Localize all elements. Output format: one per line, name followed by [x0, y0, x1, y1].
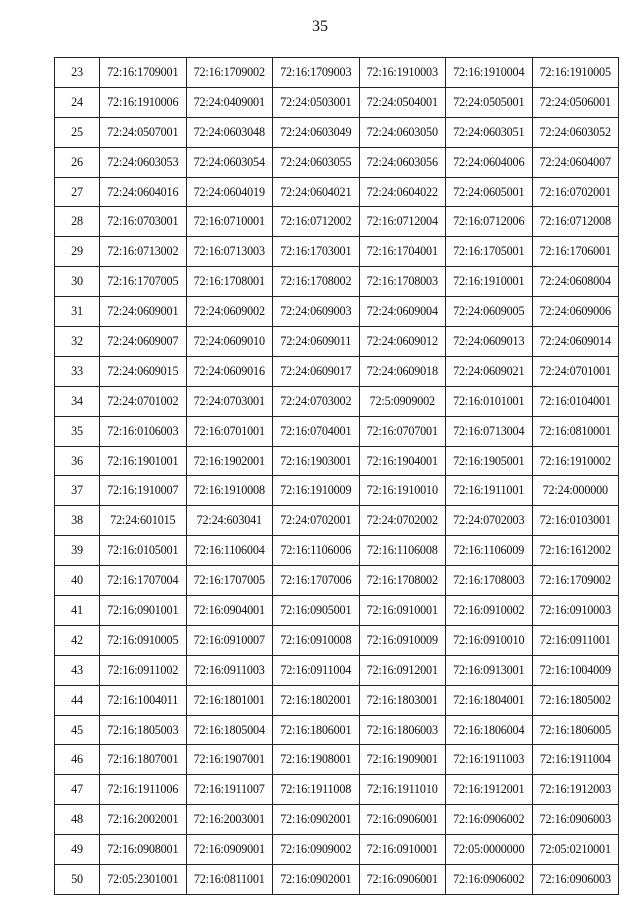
- cadastral-code-cell: 72:16:0910001: [359, 835, 446, 865]
- table-row: [55, 356, 619, 386]
- cadastral-code-cell: 72:24:0604006: [446, 147, 533, 177]
- cadastral-code-cell: 72:16:0902001: [273, 805, 360, 835]
- cadastral-code-cell: 72:16:1708002: [273, 267, 360, 297]
- cadastral-code-cell: 72:16:0912001: [359, 655, 446, 685]
- cadastral-code-cell: 72:16:0906003: [532, 865, 619, 895]
- row-number-cell: 30: [55, 267, 100, 297]
- cadastral-code-cell: 72:24:0609011: [273, 327, 360, 357]
- cadastral-code-cell: 72:16:0713002: [100, 237, 187, 267]
- table-row: [55, 715, 619, 745]
- cadastral-code-cell: 72:16:0712008: [532, 207, 619, 237]
- cadastral-code-cell: 72:16:0702001: [532, 177, 619, 207]
- cadastral-code-cell: 72:24:0702002: [359, 506, 446, 536]
- cadastral-code-cell: 72:16:1912003: [532, 775, 619, 805]
- cadastral-code-cell: 72:16:1910001: [446, 267, 533, 297]
- table-row: [55, 267, 619, 297]
- cadastral-code-cell: 72:24:0608004: [532, 267, 619, 297]
- cadastral-code-cell: 72:16:0101001: [446, 386, 533, 416]
- cadastral-code-cell: 72:24:0603048: [186, 117, 273, 147]
- cadastral-code-cell: 72:16:1612002: [532, 536, 619, 566]
- cadastral-code-cell: 72:16:1806005: [532, 715, 619, 745]
- cadastral-code-cell: 72:16:0909001: [186, 835, 273, 865]
- cadastral-code-cell: 72:16:1807001: [100, 745, 187, 775]
- cadastral-code-cell: 72:16:1708003: [359, 267, 446, 297]
- cadastral-code-cell: 72:24:0703002: [273, 386, 360, 416]
- cadastral-code-cell: 72:24:603041: [186, 506, 273, 536]
- cadastral-code-cell: 72:16:1709002: [532, 566, 619, 596]
- cadastral-code-cell: 72:16:1707005: [100, 267, 187, 297]
- table-row: [55, 237, 619, 267]
- cadastral-code-cell: 72:24:0506001: [532, 87, 619, 117]
- page-number: 35: [312, 18, 328, 35]
- cadastral-code-cell: 72:16:0103001: [532, 506, 619, 536]
- cadastral-code-cell: 72:24:0604022: [359, 177, 446, 207]
- cadastral-code-cell: 72:24:0609016: [186, 356, 273, 386]
- cadastral-code-cell: 72:16:0905001: [273, 596, 360, 626]
- cadastral-code-cell: 72:16:1911004: [532, 745, 619, 775]
- cadastral-code-cell: 72:24:0609004: [359, 297, 446, 327]
- table-row: [55, 87, 619, 117]
- cadastral-code-cell: 72:16:1911007: [186, 775, 273, 805]
- row-number-cell: 35: [55, 416, 100, 446]
- cadastral-code-cell: 72:16:1911006: [100, 775, 187, 805]
- cadastral-code-cell: 72:16:0910003: [532, 596, 619, 626]
- cadastral-code-cell: 72:16:1106008: [359, 536, 446, 566]
- cadastral-code-cell: 72:16:1905001: [446, 446, 533, 476]
- table-row: [55, 596, 619, 626]
- cadastral-code-cell: 72:16:2003001: [186, 805, 273, 835]
- cadastral-code-cell: 72:16:1903001: [273, 446, 360, 476]
- cadastral-code-cell: 72:16:1911010: [359, 775, 446, 805]
- table-row: [55, 386, 619, 416]
- cadastral-code-cell: 72:16:0106003: [100, 416, 187, 446]
- cadastral-code-cell: 72:16:1912001: [446, 775, 533, 805]
- table-row: [55, 566, 619, 596]
- cadastral-code-cell: 72:16:1708002: [359, 566, 446, 596]
- cadastral-code-cell: 72:16:1910008: [186, 476, 273, 506]
- cadastral-code-cell: 72:16:1806003: [359, 715, 446, 745]
- cadastral-code-cell: 72:16:0904001: [186, 596, 273, 626]
- row-number-cell: 40: [55, 566, 100, 596]
- cadastral-code-cell: 72:16:1802001: [273, 685, 360, 715]
- cadastral-code-cell: 72:16:1705001: [446, 237, 533, 267]
- cadastral-code-cell: 72:16:1106009: [446, 536, 533, 566]
- cadastral-code-cell: 72:16:0908001: [100, 835, 187, 865]
- row-number-cell: 49: [55, 835, 100, 865]
- cadastral-code-cell: 72:24:0609003: [273, 297, 360, 327]
- table-row: [55, 685, 619, 715]
- cadastral-code-cell: 72:16:1806001: [273, 715, 360, 745]
- row-number-cell: 36: [55, 446, 100, 476]
- cadastral-code-cell: 72:24:0603055: [273, 147, 360, 177]
- cadastral-code-cell: 72:16:0105001: [100, 536, 187, 566]
- cadastral-code-cell: 72:24:0609005: [446, 297, 533, 327]
- row-number-cell: 25: [55, 117, 100, 147]
- table-row: [55, 117, 619, 147]
- row-number-cell: 31: [55, 297, 100, 327]
- cadastral-code-cell: 72:24:0703001: [186, 386, 273, 416]
- cadastral-code-cell: 72:16:1004011: [100, 685, 187, 715]
- table-row: [55, 655, 619, 685]
- cadastral-code-cell: 72:16:0811001: [186, 865, 273, 895]
- cadastral-registry-table: [54, 57, 619, 895]
- row-number-cell: 46: [55, 745, 100, 775]
- cadastral-code-cell: 72:24:601015: [100, 506, 187, 536]
- cadastral-code-cell: 72:24:0609014: [532, 327, 619, 357]
- row-number-cell: 33: [55, 356, 100, 386]
- row-number-cell: 26: [55, 147, 100, 177]
- cadastral-code-cell: 72:24:0604007: [532, 147, 619, 177]
- cadastral-code-cell: 72:16:0707001: [359, 416, 446, 446]
- row-number-cell: 43: [55, 655, 100, 685]
- cadastral-code-cell: 72:16:0701001: [186, 416, 273, 446]
- cadastral-code-cell: 72:16:1910007: [100, 476, 187, 506]
- row-number-cell: 44: [55, 685, 100, 715]
- row-number-cell: 37: [55, 476, 100, 506]
- cadastral-code-cell: 72:24:0609012: [359, 327, 446, 357]
- cadastral-code-cell: 72:24:0603051: [446, 117, 533, 147]
- cadastral-code-cell: 72:24:0609010: [186, 327, 273, 357]
- cadastral-code-cell: 72:24:0603053: [100, 147, 187, 177]
- row-number-cell: 47: [55, 775, 100, 805]
- cadastral-code-cell: 72:16:0906002: [446, 865, 533, 895]
- cadastral-code-cell: 72:16:1708003: [446, 566, 533, 596]
- cadastral-code-cell: 72:16:1904001: [359, 446, 446, 476]
- cadastral-code-cell: 72:24:0504001: [359, 87, 446, 117]
- cadastral-code-cell: 72:16:1909001: [359, 745, 446, 775]
- cadastral-code-cell: 72:24:0605001: [446, 177, 533, 207]
- table-row: [55, 805, 619, 835]
- cadastral-code-cell: 72:24:0603052: [532, 117, 619, 147]
- cadastral-code-cell: 72:24:0603054: [186, 147, 273, 177]
- cadastral-code-cell: 72:16:1805004: [186, 715, 273, 745]
- row-number-cell: 41: [55, 596, 100, 626]
- cadastral-code-cell: 72:05:2301001: [100, 865, 187, 895]
- row-number-cell: 48: [55, 805, 100, 835]
- row-number-cell: 32: [55, 327, 100, 357]
- cadastral-code-cell: 72:24:0604021: [273, 177, 360, 207]
- cadastral-code-cell: 72:16:1910003: [359, 58, 446, 88]
- cadastral-code-cell: 72:16:1911008: [273, 775, 360, 805]
- cadastral-code-cell: 72:16:1709003: [273, 58, 360, 88]
- cadastral-code-cell: 72:16:1910005: [532, 58, 619, 88]
- cadastral-code-cell: 72:24:0604019: [186, 177, 273, 207]
- table-row: [55, 865, 619, 895]
- row-number-cell: 50: [55, 865, 100, 895]
- row-number-cell: 34: [55, 386, 100, 416]
- cadastral-code-cell: 72:24:0701002: [100, 386, 187, 416]
- cadastral-code-cell: 72:24:0702003: [446, 506, 533, 536]
- cadastral-code-cell: 72:16:1709001: [100, 58, 187, 88]
- cadastral-code-cell: 72:16:1703001: [273, 237, 360, 267]
- cadastral-code-cell: 72:16:1706001: [532, 237, 619, 267]
- cadastral-code-cell: 72:16:0712004: [359, 207, 446, 237]
- table-row: [55, 147, 619, 177]
- cadastral-code-cell: 72:16:1910010: [359, 476, 446, 506]
- cadastral-code-cell: 72:24:0609007: [100, 327, 187, 357]
- cadastral-code-cell: 72:24:0609017: [273, 356, 360, 386]
- cadastral-code-cell: 72:24:0505001: [446, 87, 533, 117]
- cadastral-code-cell: 72:16:1803001: [359, 685, 446, 715]
- cadastral-code-cell: 72:16:1708001: [186, 267, 273, 297]
- cadastral-code-cell: 72:24:000000: [532, 476, 619, 506]
- cadastral-code-cell: 72:16:0902001: [273, 865, 360, 895]
- cadastral-code-cell: 72:16:1106004: [186, 536, 273, 566]
- table-row: [55, 297, 619, 327]
- cadastral-code-cell: 72:16:1707005: [186, 566, 273, 596]
- cadastral-code-cell: 72:16:0906001: [359, 805, 446, 835]
- cadastral-code-cell: 72:16:1910009: [273, 476, 360, 506]
- cadastral-code-cell: 72:24:0503001: [273, 87, 360, 117]
- cadastral-code-cell: 72:16:0911004: [273, 655, 360, 685]
- cadastral-code-cell: 72:16:0911001: [532, 625, 619, 655]
- table-row: [55, 506, 619, 536]
- cadastral-code-cell: 72:16:1805002: [532, 685, 619, 715]
- cadastral-code-cell: 72:16:1704001: [359, 237, 446, 267]
- cadastral-code-cell: 72:24:0702001: [273, 506, 360, 536]
- cadastral-code-cell: 72:16:0910009: [359, 625, 446, 655]
- cadastral-code-cell: 72:16:2002001: [100, 805, 187, 835]
- cadastral-code-cell: 72:24:0507001: [100, 117, 187, 147]
- table-row: [55, 625, 619, 655]
- cadastral-code-cell: 72:16:0911003: [186, 655, 273, 685]
- cadastral-code-cell: 72:16:1907001: [186, 745, 273, 775]
- cadastral-code-cell: 72:16:0713003: [186, 237, 273, 267]
- cadastral-code-cell: 72:16:1801001: [186, 685, 273, 715]
- cadastral-code-cell: 72:16:0909002: [273, 835, 360, 865]
- cadastral-code-cell: 72:16:0911002: [100, 655, 187, 685]
- cadastral-code-cell: 72:16:0910007: [186, 625, 273, 655]
- table-row: [55, 327, 619, 357]
- cadastral-code-cell: 72:16:1910004: [446, 58, 533, 88]
- table-row: [55, 476, 619, 506]
- cadastral-code-cell: 72:16:0704001: [273, 416, 360, 446]
- table-row: [55, 207, 619, 237]
- cadastral-code-cell: 72:16:1910006: [100, 87, 187, 117]
- cadastral-code-cell: 72:24:0701001: [532, 356, 619, 386]
- table-row: [55, 835, 619, 865]
- cadastral-code-cell: 72:16:0901001: [100, 596, 187, 626]
- cadastral-code-cell: 72:16:1910002: [532, 446, 619, 476]
- row-number-cell: 24: [55, 87, 100, 117]
- cadastral-code-cell: 72:16:0910002: [446, 596, 533, 626]
- table-body: [55, 58, 619, 895]
- cadastral-code-cell: 72:16:0712006: [446, 207, 533, 237]
- cadastral-code-cell: 72:16:1908001: [273, 745, 360, 775]
- cadastral-code-cell: 72:16:0713004: [446, 416, 533, 446]
- cadastral-code-cell: 72:16:1911003: [446, 745, 533, 775]
- cadastral-code-cell: 72:16:0710001: [186, 207, 273, 237]
- cadastral-code-cell: 72:24:0603056: [359, 147, 446, 177]
- row-number-cell: 39: [55, 536, 100, 566]
- cadastral-code-cell: 72:24:0603049: [273, 117, 360, 147]
- cadastral-code-cell: 72:5:0909002: [359, 386, 446, 416]
- cadastral-code-cell: 72:16:0906001: [359, 865, 446, 895]
- cadastral-code-cell: 72:16:0810001: [532, 416, 619, 446]
- cadastral-code-cell: 72:16:0910010: [446, 625, 533, 655]
- cadastral-code-cell: 72:24:0609021: [446, 356, 533, 386]
- cadastral-code-cell: 72:24:0609015: [100, 356, 187, 386]
- cadastral-code-cell: 72:16:1901001: [100, 446, 187, 476]
- row-number-cell: 29: [55, 237, 100, 267]
- cadastral-code-cell: 72:16:1707006: [273, 566, 360, 596]
- cadastral-code-cell: 72:16:0910008: [273, 625, 360, 655]
- cadastral-code-cell: 72:16:1806004: [446, 715, 533, 745]
- cadastral-code-cell: 72:05:0000000: [446, 835, 533, 865]
- table-row: [55, 177, 619, 207]
- cadastral-code-cell: 72:16:1004009: [532, 655, 619, 685]
- cadastral-code-cell: 72:16:0712002: [273, 207, 360, 237]
- cadastral-code-cell: 72:24:0609002: [186, 297, 273, 327]
- row-number-cell: 23: [55, 58, 100, 88]
- cadastral-code-cell: 72:16:1911001: [446, 476, 533, 506]
- cadastral-code-cell: 72:16:0913001: [446, 655, 533, 685]
- cadastral-code-cell: 72:24:0409001: [186, 87, 273, 117]
- cadastral-code-cell: 72:16:1805003: [100, 715, 187, 745]
- row-number-cell: 42: [55, 625, 100, 655]
- table-row: [55, 536, 619, 566]
- cadastral-code-cell: 72:24:0609006: [532, 297, 619, 327]
- cadastral-code-cell: 72:16:0906003: [532, 805, 619, 835]
- row-number-cell: 45: [55, 715, 100, 745]
- cadastral-code-cell: 72:16:1902001: [186, 446, 273, 476]
- cadastral-code-cell: 72:05:0210001: [532, 835, 619, 865]
- cadastral-code-cell: 72:16:1707004: [100, 566, 187, 596]
- row-number-cell: 27: [55, 177, 100, 207]
- row-number-cell: 28: [55, 207, 100, 237]
- table-row: [55, 58, 619, 88]
- table-row: [55, 745, 619, 775]
- row-number-cell: 38: [55, 506, 100, 536]
- cadastral-code-cell: 72:16:0906002: [446, 805, 533, 835]
- cadastral-code-cell: 72:16:0910005: [100, 625, 187, 655]
- cadastral-code-cell: 72:16:0703001: [100, 207, 187, 237]
- table-row: [55, 446, 619, 476]
- table-row: [55, 775, 619, 805]
- cadastral-code-cell: 72:24:0609001: [100, 297, 187, 327]
- cadastral-code-cell: 72:16:0104001: [532, 386, 619, 416]
- cadastral-code-cell: 72:16:0910001: [359, 596, 446, 626]
- cadastral-code-cell: 72:24:0609013: [446, 327, 533, 357]
- table-row: [55, 416, 619, 446]
- cadastral-code-cell: 72:16:1804001: [446, 685, 533, 715]
- cadastral-code-cell: 72:24:0604016: [100, 177, 187, 207]
- cadastral-code-cell: 72:16:1106006: [273, 536, 360, 566]
- cadastral-code-cell: 72:24:0609018: [359, 356, 446, 386]
- cadastral-code-cell: 72:24:0603050: [359, 117, 446, 147]
- cadastral-code-cell: 72:16:1709002: [186, 58, 273, 88]
